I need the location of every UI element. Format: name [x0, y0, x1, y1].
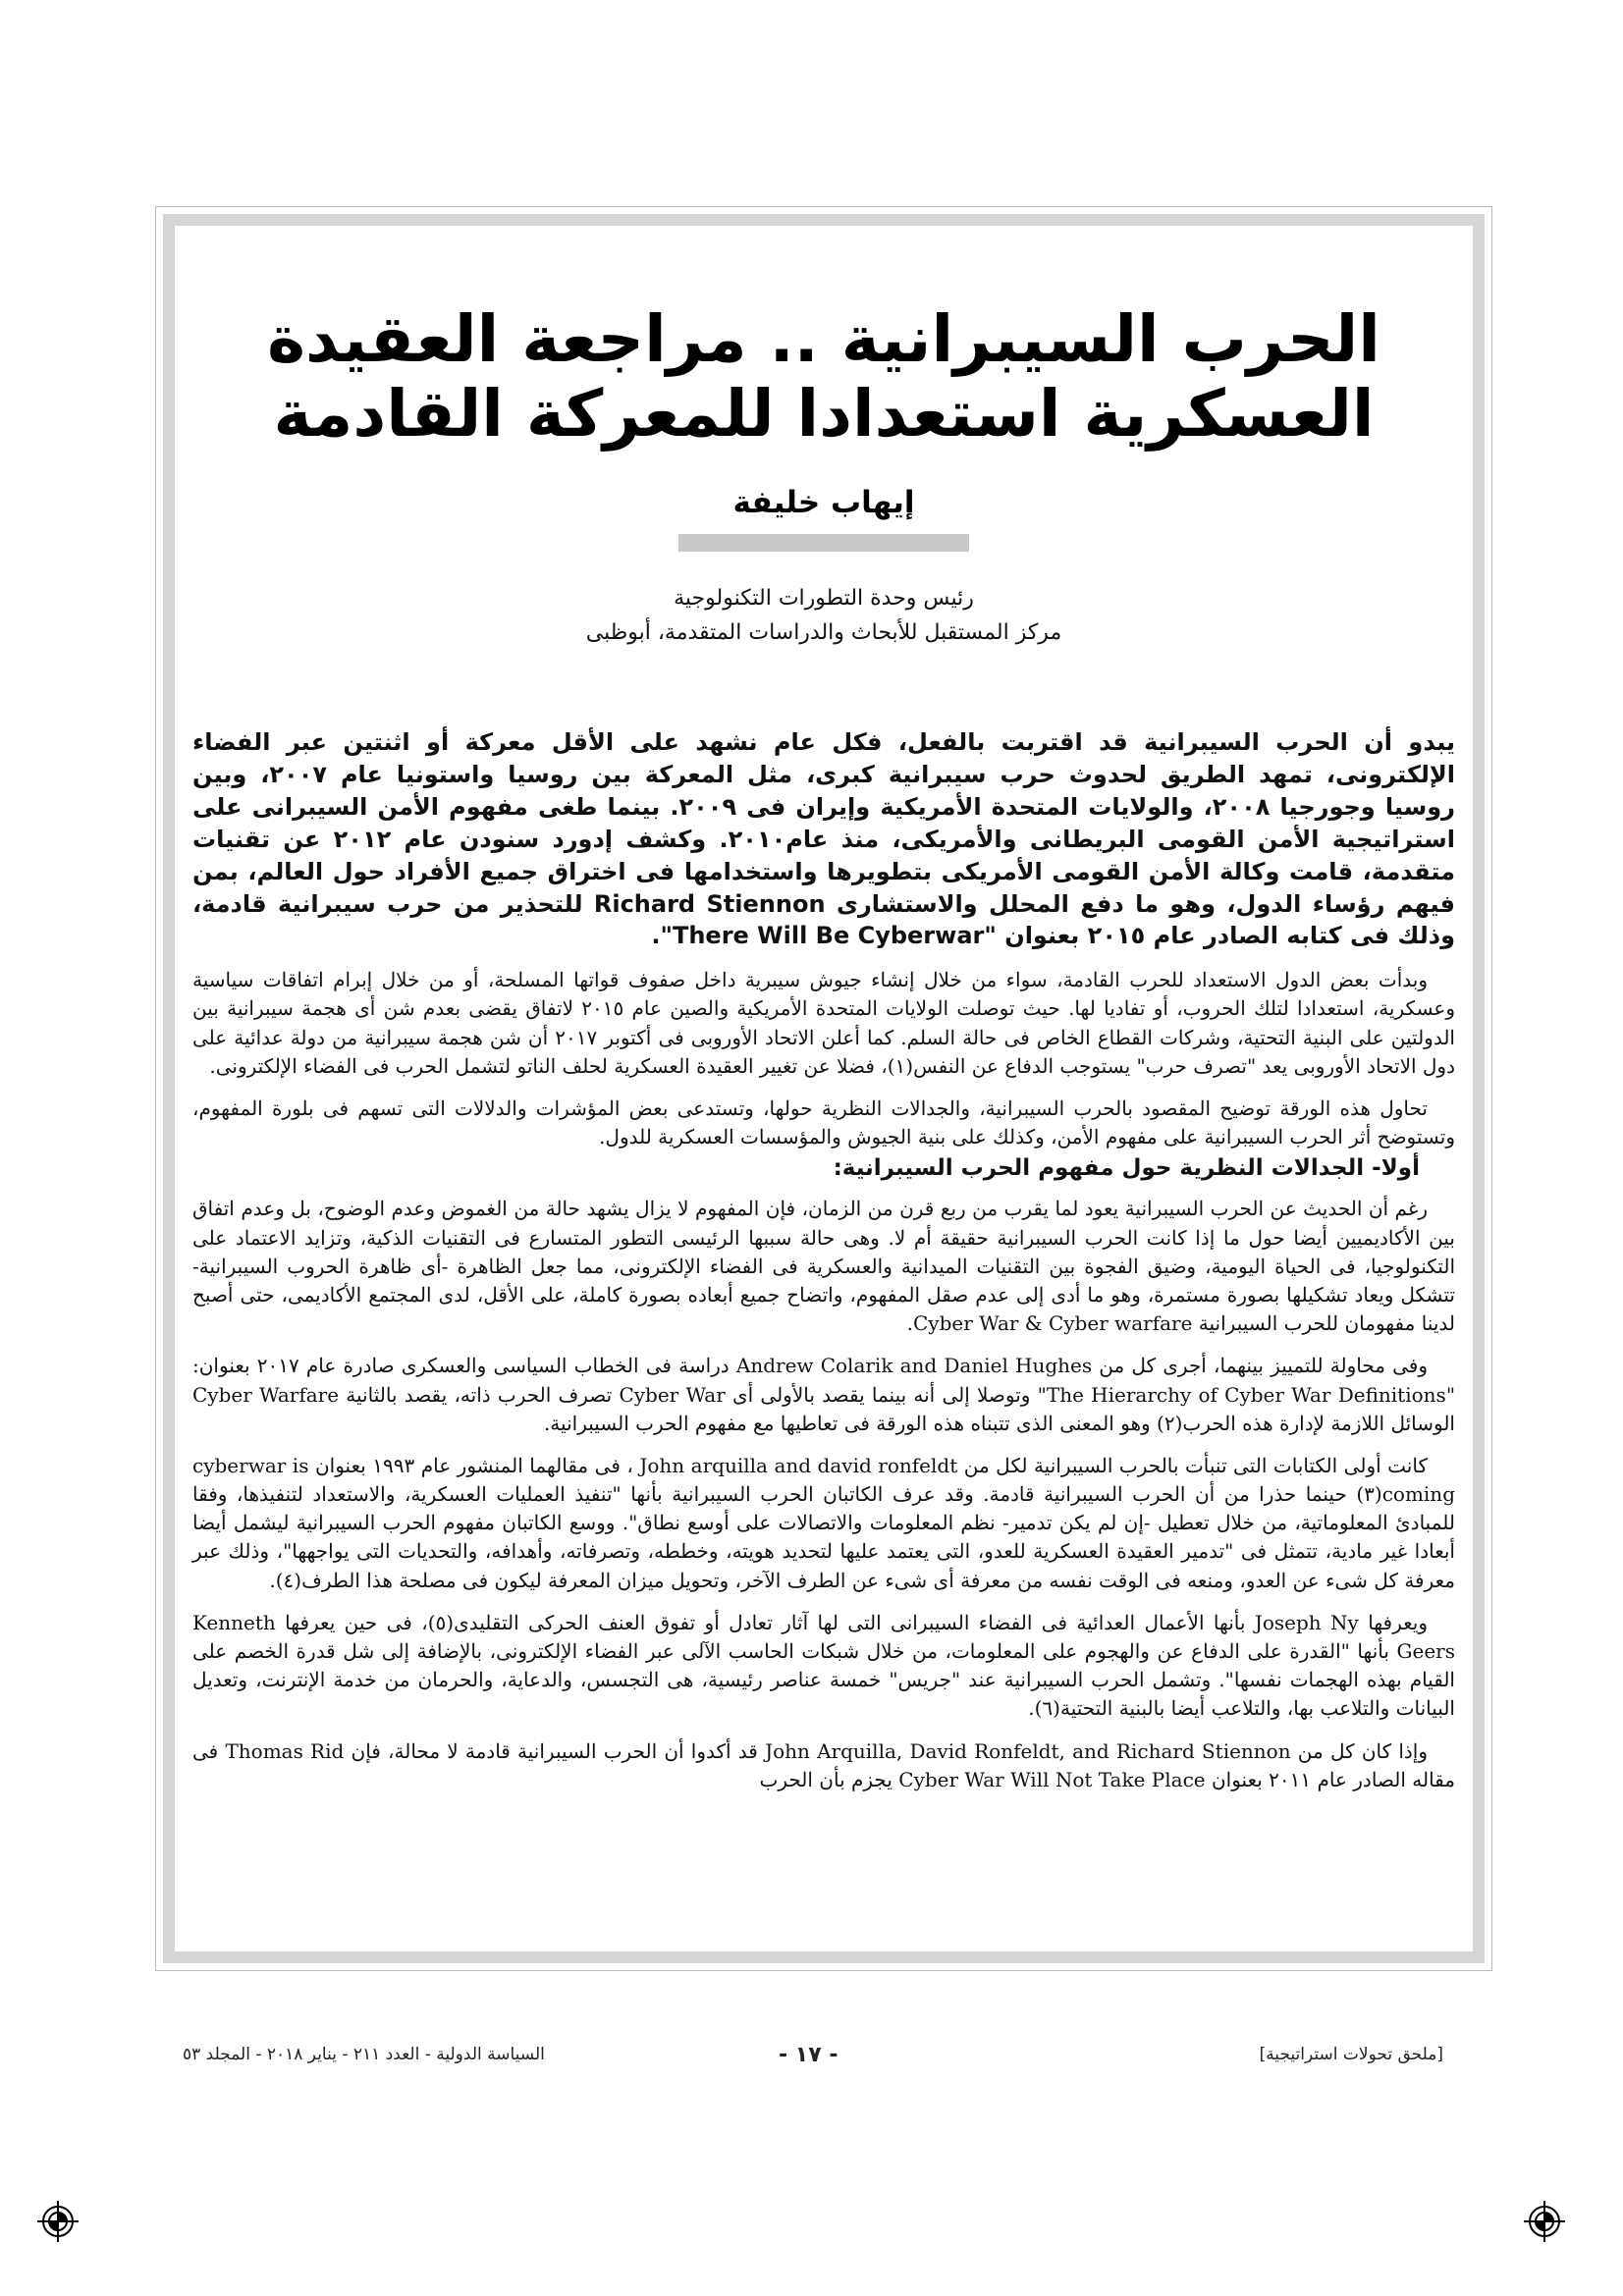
author-institution: مركز المستقبل للأبحاث والدراسات المتقدمة، أبوظبى — [585, 619, 1062, 645]
footer-journal-info: السياسة الدولية - العدد ٢١١ - يناير ٢٠١٨ - المجلد ٥٣ — [183, 2045, 545, 2064]
lead-paragraph: يبدو أن الحرب السيبرانية قد اقتربت بالفعل، فكل عام نشهد على الأقل معركة أو اثنتين عبر الفضاء الإلكترونى، تمهد الطريق لحدوث حرب سيبرانية كبرى، مثل المعركة بين روسيا واستونيا عام ٢٠٠٧، وبين روسيا وجورجيا ٢٠٠٨، والولايات المتحدة الأمريكية وإيران فى ٢٠٠٩. بينما طغى مفهوم الأمن السيبرانى على استراتيجية الأمن القومى البريطانى والأمريكى، منذ عام٢٠١٠. وكشف إدورد سنودن عام ٢٠١٢ عن تقنيات متقدمة، قامت وكالة الأمن القومى الأمريكى بتطويرها واستخدامها فى اختراق جميع الأفراد حول العالم، بمن فيهم رؤساء الدول، وهو ما دفع المحلل والاستشارى Richard Stiennon للتحذير من حرب سيبرانية قادمة، وذلك فى كتابه الصادر عام ٢٠١٥ بعنوان "There Will Be Cyberwar". — [192, 728, 1456, 950]
body-paragraph: وفى محاولة للتمييز بينهما، أجرى كل من Andrew Colarik and Daniel Hughes دراسة فى الخطاب السياسى والعسكرى صادرة عام ٢٠١٧ بعنوان: "The Hierarchy of Cyber War Definitions" وتوصلا إلى أنه بينما يقصد بالأولى أى Cyber War تصرف الحرب ذاته، يقصد بالثانية Cyber Warfare الوسائل اللازمة لإدارة هذه الحرب(٢) وهو المعنى الذى تتبناه هذه الورقة فى تعاطيها مع مفهوم الحرب السيبرانية. — [192, 1354, 1456, 1435]
article-title: الحرب السيبرانية .. مراجعة العقيدة العسكرية استعدادا للمعركة القادمة — [267, 301, 1380, 452]
body-paragraph: وبدأت بعض الدول الاستعداد للحرب القادمة، سواء من خلال إنشاء جيوش سيبرية داخل صفوف قواتها المسلحة، أو من خلال إبرام اتفاقات سياسية وعسكرية، استعدادا لتلك الحروب، أو تفاديا لها. حيث توصلت الولايات المتحدة الأمريكية والصين عام ٢٠١٥ لاتفاق يقضى بعدم شن أى هجمة سيبرانية بين الدولتين على البنية التحتية، وشركات القطاع الخاص فى حالة السلم. كما أعلن الاتحاد الأوروبى فى أكتوبر ٢٠١٧ أن شن هجمة سيبرانية من دولة عدائية على دول الاتحاد الأوروبى يعد "تصرف حرب" يستوجب الدفاع عن النفس(١)، فضلا عن تغيير العقيدة العسكرية لحلف الناتو لتشمل الحرب فى الفضاء الإلكترونى. — [192, 968, 1456, 1078]
author-position: رئيس وحدة التطورات التكنولوجية — [674, 585, 974, 611]
page-number: - ١٧ - — [779, 2043, 839, 2067]
body-paragraph: وإذا كان كل من John Arquilla, David Ronfeldt, and Richard Stiennon قد أكدوا أن الحرب السيبرانية قادمة لا محالة، فإن Thomas Rid فى مقاله الصادر عام ٢٠١١ بعنوان Cyber War Will Not Take Place يجزم بأن الحرب — [192, 1738, 1455, 1791]
article-author: إيهاب خليفة — [732, 484, 915, 520]
article-content — [192, 236, 1455, 1939]
crosshair-registration-icon — [1522, 2199, 1567, 2244]
body-paragraph: ويعرفها Joseph Ny بأنها الأعمال العدائية فى الفضاء السيبرانى التى لها آثار تعادل أو تفوق العنف الحركى التقليدى(٥)، فى حين يعرفها Kenneth Geers بأنها "القدرة على الدفاع عن والهجوم على المعلومات، من خلال شبكات الحاسب الآلى عبر الفضاء الإلكترونى، بالإضافة إلى شل قدرة الخصم على القيام بهذه الهجمات نفسها". وتشمل الحرب السيبرانية عند "جريس" خمسة عناصر رئيسية، هى التجسس، والدعاية، والحرمان من خدمة الإنترنت، وتعديل البيانات والتلاعب بها، والتلاعب أيضا بالبنية التحتية(٦). — [192, 1610, 1455, 1721]
body-paragraph: تحاول هذه الورقة توضيح المقصود بالحرب السيبرانية، والجدالات النظرية حولها، وتستدعى بعض المؤشرات والدلالات التى تسهم فى بلورة المفهوم، وتستوضح أثر الحرب السيبرانية على مفهوم الأمن، وكذلك على بنية الجيوش والمؤسسات العسكرية للدول. — [192, 1096, 1455, 1149]
author-divider-bar — [678, 534, 969, 552]
page-footer — [155, 2045, 1492, 2074]
footer-supplement-title: [ملحق تحولات استراتيجية] — [1259, 2045, 1443, 2064]
body-paragraph: رغم أن الحديث عن الحرب السيبرانية يعود لما يقرب من ربع قرن من الزمان، فإن المفهوم لا يزال يشهد حالة من الغموض وعدم الوضوح، بل وعدم اتفاق بين الأكاديميين أيضا حول ما إذا كانت الحرب السيبرانية حقيقة أم لا. وهى حالة سببها الرئيسى التطور المتسارع فى التقنيات الذكية، وتزايد الاعتماد على التكنولوجيا، فى الحياة اليومية، وضيق الفجوة بين التقنيات الميدانية والعسكرية فى الفضاء الإلكترونى، مما جعل الظاهرة -أى ظاهرة الحروب السيبرانية- تتشكل ويعاد تشكيلها بصورة مستمرة، وهو ما أدى إلى عدم صقل المفهوم، واتضاح جميع أبعاده بصورة كاملة، على الأقل، لدى المجتمع الأكاديمى، حتى أصبح لدينا مفهومان للحرب السيبرانية Cyber War & Cyber warfare. — [192, 1197, 1455, 1336]
section-heading: أولا- الجدالات النظرية حول مفهوم الحرب السيبرانية: — [833, 1155, 1420, 1182]
body-paragraph: كانت أولى الكتابات التى تنبأت بالحرب السيبرانية لكل من John arquilla and david ronfeldt ، فى مقالهما المنشور عام ١٩٩٣ بعنوان cyberwar is coming(٣) حينما حذرا من أن الحرب السيبرانية قادمة. وقد عرف الكاتبان الحرب السيبرانية بأنها "تنفيذ العمليات العسكرية، والاستعداد لتنفيذها، وفقا للمبادئ المعلوماتية، من خلال تعطيل -إن لم يكن تدمير- نظم المعلومات والاتصالات على أوسع نطاق". ووسع الكاتبان مفهوم الحرب السيبرانية ليشمل أيضا أبعادا غير مادية، تتمثل فى "تدمير العقيدة العسكرية للعدو، التى يعتمد عليها لتحديد هويته، وخططه، وتصرفاته، وأهدافه، والتحديات التى يواجهها"، وذلك عبر معرفة كل شىء عن العدو، ومنعه فى الوقت نفسه من معرفة أى شىء عن الطرف الآخر، وتحويل ميزان المعرفة ليكون فى مصلحة هذا الطرف(٤). — [192, 1453, 1455, 1592]
crosshair-registration-icon — [35, 2199, 81, 2244]
